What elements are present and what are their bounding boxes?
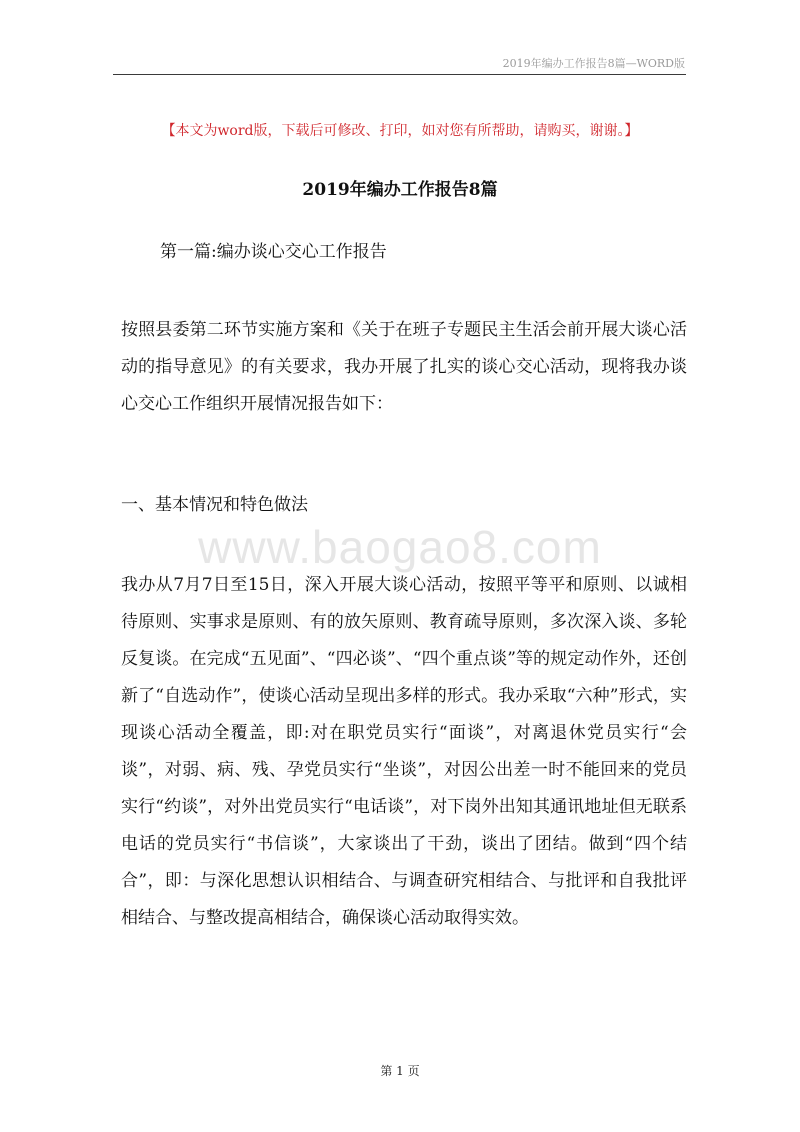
watermark: www.baogao8.com bbox=[198, 521, 602, 573]
page-number: 第 1 页 bbox=[380, 1064, 420, 1078]
header-divider bbox=[113, 74, 686, 75]
intro-paragraph: 按照县委第二环节实施方案和《关于在班子专题民主生活会前开展大谈心活动的指导意见》的有关要求，我办开展了扎实的谈心交心活动，现将我办谈心交心工作组织开展情况报告如下： bbox=[121, 320, 687, 414]
subheading-basic-situation: 一、基本情况和特色做法 bbox=[121, 495, 308, 515]
document-title: 2019年编办工作报告8篇 bbox=[302, 180, 498, 200]
purchase-notice: 【本文为word版，下载后可修改、打印，如对您有所帮助，请购买，谢谢。】 bbox=[161, 123, 639, 139]
section-heading: 第一篇:编办谈心交心工作报告 bbox=[160, 242, 387, 262]
main-paragraph: 我办从7月7日至15日，深入开展大谈心活动，按照平等平和原则、以诚相待原则、实事求是原则、有的放矢原则、教育疏导原则，多次深入谈、多轮反复谈。在完成“五见面”、“四必谈”、“四个重点谈”等的规定动作外，还创新了“自选动作”，使谈心活动呈现出多样的形式。我办采取“六种”形式，实现谈心活动全覆盖，即:对在职党员实行“面谈”，对离退休党员实行“会谈”，对弱、病、残、孕党员实行“坐谈”，对因公出差一时不能回来的党员实行“约谈”，对外出党员实行“电话谈”，对下岗外出知其通讯地址但无联系电话的党员实行“书信谈”，大家谈出了干劲，谈出了团结。做到“四个结合”，即：与深化思想认识相结合、与调查研究相结合、与批评和自我批评相结合、与整改提高相结合，确保谈心活动取得实效。 bbox=[121, 575, 687, 928]
running-header: 2019年编办工作报告8篇—WORD版 bbox=[502, 57, 685, 70]
